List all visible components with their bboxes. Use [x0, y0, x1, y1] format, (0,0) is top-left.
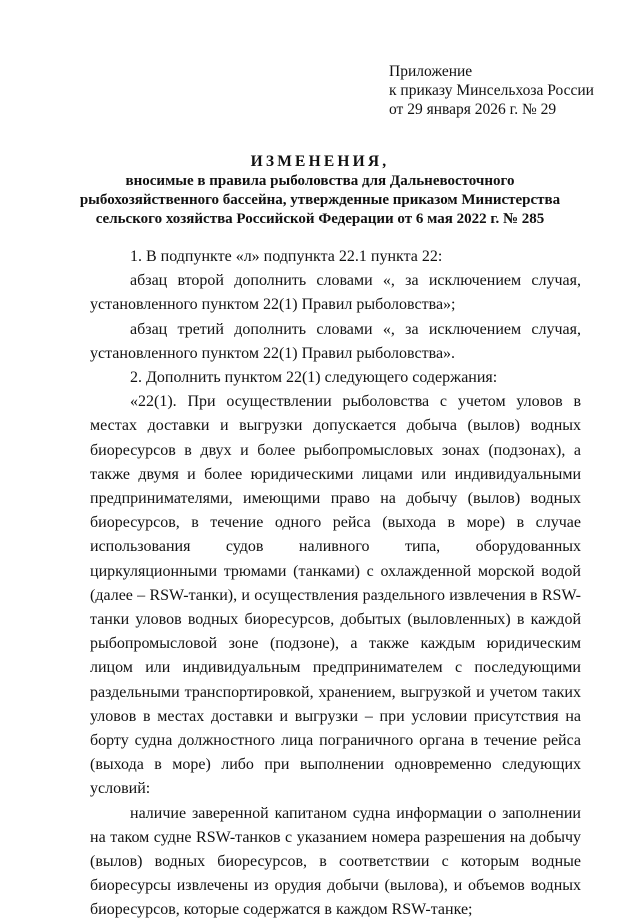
document-body	[90, 245, 581, 923]
title-line-3: сельского хозяйства Российской Федерации от 6 мая 2022 г. № 285	[95, 211, 545, 227]
approval-line-2: к приказу Минсельхоза России	[389, 82, 594, 99]
paragraph-condition-1: наличие заверенной капитаном судна информации о заполнении на таком судне RSW-танков с указанием номера разрешения на добычу (вылов) водных биоресурсов, в соответствии с которым водные биоресурсы извлечены из орудия добычи (вылова), и объемов водных биоресурсов, которые содержатся в каждом RSW-танке;	[90, 804, 581, 919]
paragraph-22-1: «22(1). При осуществлении рыболовства с учетом уловов в местах доставки и выгрузки допускается добыча (вылов) водных биоресурсов в двух и более рыбопромысловых зонах (подзонах), а также двумя и более юридическими лицами или индивидуальными предпринимателями, имеющими право на добычу (вылов) водных биоресурсов, в течение одного рейса (выхода в море) в случае использования судов наливного типа, оборудованных циркуляционными трюмами (танками) с охлажденной морской водой (далее – RSW-танки), и осуществления раздельного извлечения в RSW-танки уловов водных биоресурсов, добытых (выловленных) в каждой рыбопромысловой зоне (подзоне), а также каждым юридическим лицом или индивидуальным предпринимателем с последующими раздельными транспортировкой, хранением, выгрузкой и учетом таких уловов в местах доставки и выгрузки – при условии присутствия на борту судна должностного лица пограничного органа в течение рейса (выхода в море) либо при выполнении одновременно следующих условий:	[90, 393, 581, 798]
title-line-1: вносимые в правила рыболовства для Дальневосточного	[125, 173, 515, 189]
paragraph-abzac-2: абзац второй дополнить словами «, за исключением случая, установленного пунктом 22(1) Правил рыболовства»;	[90, 272, 581, 314]
title-main: ИЗМЕНЕНИЯ,	[250, 153, 390, 170]
paragraph-item-1: 1. В подпункте «л» подпункта 22.1 пункта 22:	[130, 248, 443, 265]
approval-block	[389, 62, 594, 119]
title-line-2: рыбохозяйственного бассейна, утвержденные приказом Министерства	[79, 192, 561, 208]
paragraph-item-2: 2. Дополнить пунктом 22(1) следующего содержания:	[130, 369, 498, 387]
paragraph-abzac-3: абзац третий дополнить словами «, за исключением случая, установленного пунктом 22(1) Правил рыболовства».	[90, 320, 581, 362]
document-title	[60, 152, 580, 229]
approval-line-3: от 29 января 2026 г. № 29	[389, 101, 557, 118]
approval-line-1: Приложение	[389, 63, 473, 80]
